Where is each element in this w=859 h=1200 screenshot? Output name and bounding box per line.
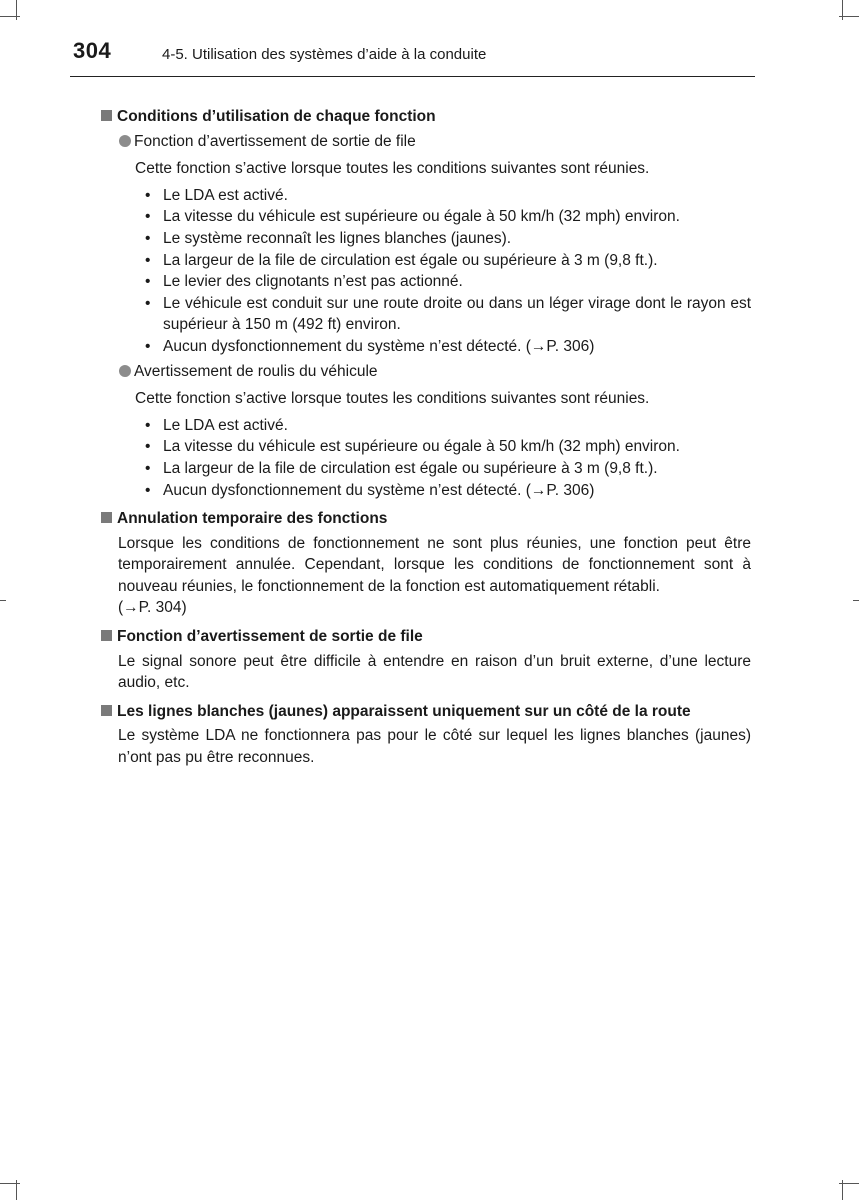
bullet-dot: • bbox=[145, 251, 151, 269]
paragraph: Le système LDA ne fonctionnera pas pour le côté sur lequel les lignes blanches (jaunes) n’ont pas pu être reconnues. bbox=[118, 727, 751, 767]
subheading-text: Fonction d’avertissement de sortie de file bbox=[134, 132, 416, 150]
crop-mark bbox=[0, 1183, 20, 1184]
page-number: 304 bbox=[73, 38, 112, 63]
bullet-dot: • bbox=[145, 208, 151, 226]
header-divider bbox=[70, 76, 755, 77]
bullet-dot: • bbox=[145, 416, 151, 434]
list-item: • La vitesse du véhicule est supérieure ou égale à 50 km/h (32 mph) environ. bbox=[145, 206, 751, 228]
circle-bullet-icon bbox=[119, 135, 131, 147]
list-item: • La vitesse du véhicule est supérieure ou égale à 50 km/h (32 mph) environ. bbox=[145, 436, 751, 458]
list-item: • Le système reconnaît les lignes blanches (jaunes). bbox=[145, 228, 751, 250]
subheading-vehicle-sway bbox=[119, 361, 749, 383]
intro-text: Cette fonction s’active lorsque toutes les conditions suivantes sont réunies. bbox=[135, 390, 650, 408]
list-item: • Aucun dysfonctionnement du système n’est détecté. (→P. 306) bbox=[145, 336, 751, 358]
paragraph: Le signal sonore peut être difficile à entendre en raison d’un bruit externe, d’une lecture audio, etc. bbox=[118, 652, 751, 692]
section-heading-conditions bbox=[101, 106, 751, 128]
section-heading-lignes bbox=[101, 701, 751, 723]
list-item: • Le véhicule est conduit sur une route droite ou dans un léger virage dont le rayon est supérieur à 150 m (492 ft) environ. bbox=[145, 294, 751, 334]
page-reference: (→P. 304) bbox=[118, 599, 187, 617]
bullet-dot: • bbox=[145, 337, 151, 355]
subheading-text: Avertissement de roulis du véhicule bbox=[134, 362, 378, 380]
bullet-dot: • bbox=[145, 459, 151, 477]
square-bullet-icon bbox=[101, 512, 112, 523]
square-bullet-icon bbox=[101, 630, 112, 641]
bullet-list bbox=[145, 185, 751, 358]
square-bullet-icon bbox=[101, 110, 112, 121]
heading-text: Les lignes blanches (jaunes) apparaissent uniquement sur un côté de la route bbox=[117, 702, 691, 720]
section-title: 4-5. Utilisation des systèmes d’aide à la conduite bbox=[162, 46, 487, 63]
subheading-lane-departure bbox=[119, 131, 749, 153]
heading-text: Annulation temporaire des fonctions bbox=[117, 510, 388, 528]
page-header bbox=[0, 0, 859, 80]
bullet-dot: • bbox=[145, 273, 151, 291]
page-body bbox=[0, 102, 859, 769]
heading-text: Fonction d’avertissement de sortie de file bbox=[117, 628, 423, 646]
paragraph: Lorsque les conditions de fonctionnement ne sont plus réunies, une fonction peut être temporairement annulée. Cependant, lorsque les conditions de fonctionnement sont à nouveau réunies, le fonctionnement de la fonction est automatiquement rétabli. bbox=[118, 534, 751, 595]
list-item: • Le LDA est activé. bbox=[145, 185, 751, 207]
bullet-dot: • bbox=[145, 186, 151, 204]
bullet-dot: • bbox=[145, 438, 151, 456]
bullet-dot: • bbox=[145, 294, 151, 312]
heading-text: Conditions d’utilisation de chaque fonction bbox=[117, 108, 436, 125]
list-item: • Aucun dysfonctionnement du système n’est détecté. (→P. 306) bbox=[145, 480, 751, 502]
list-item: • Le levier des clignotants n’est pas actionné. bbox=[145, 271, 751, 293]
bullet-dot: • bbox=[145, 229, 151, 247]
bullet-dot: • bbox=[145, 481, 151, 499]
list-item: • La largeur de la file de circulation est égale ou supérieure à 3 m (9,8 ft.). bbox=[145, 458, 751, 480]
crop-mark bbox=[839, 1183, 859, 1184]
list-item: • La largeur de la file de circulation est égale ou supérieure à 3 m (9,8 ft.). bbox=[145, 250, 751, 272]
circle-bullet-icon bbox=[119, 365, 131, 377]
section-heading-annulation bbox=[101, 508, 751, 530]
bullet-list bbox=[145, 415, 751, 501]
list-item: • Le LDA est activé. bbox=[145, 415, 751, 437]
intro-text: Cette fonction s’active lorsque toutes les conditions suivantes sont réunies. bbox=[135, 160, 650, 178]
square-bullet-icon bbox=[101, 705, 112, 716]
section-heading-avertissement bbox=[101, 626, 751, 648]
